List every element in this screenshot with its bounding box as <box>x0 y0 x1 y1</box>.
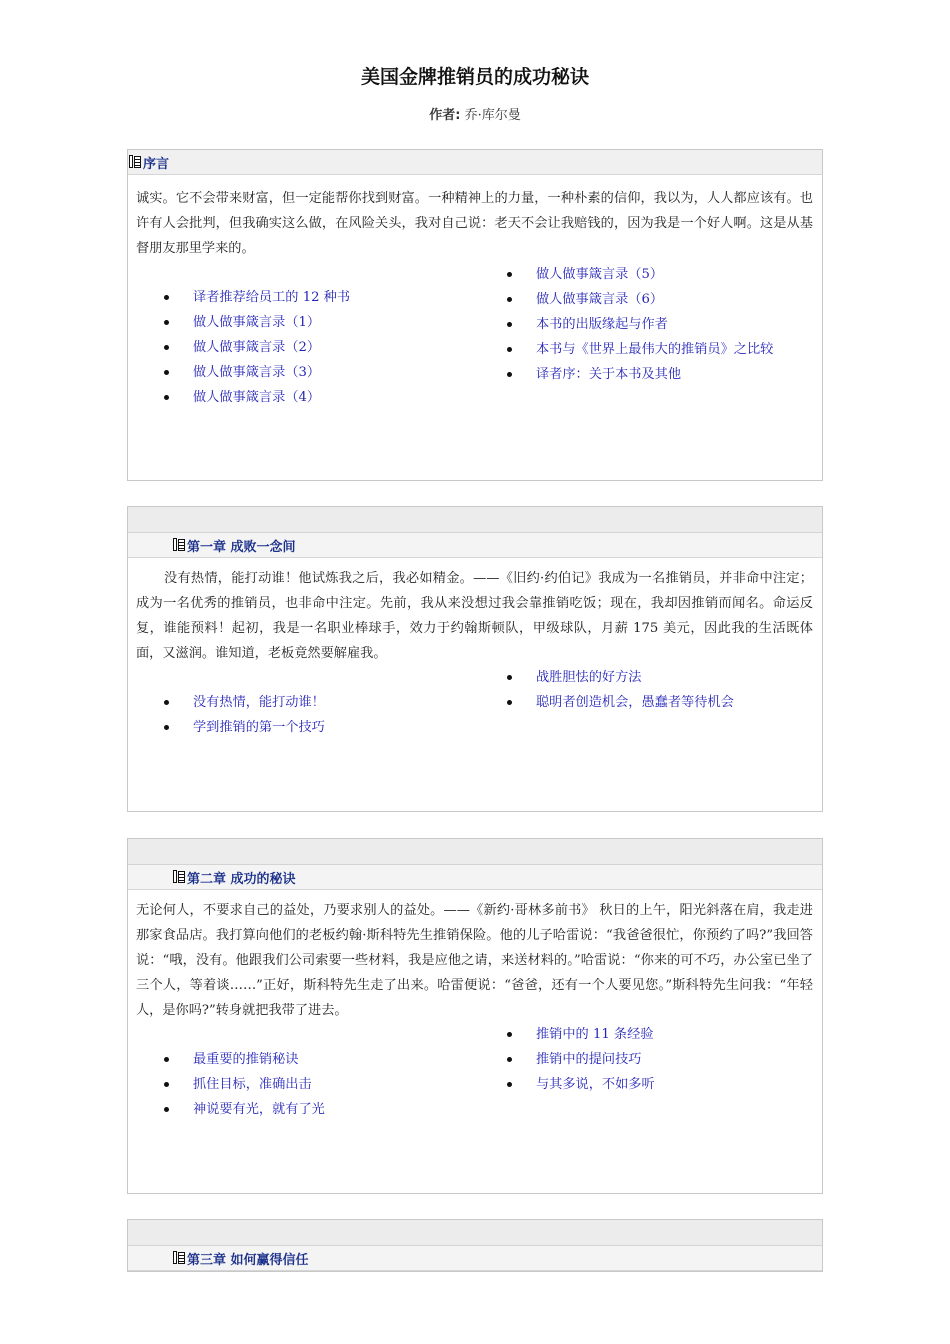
link-list-right <box>536 1022 655 1097</box>
book-icon <box>172 870 186 884</box>
chapter-link[interactable]: 没有热情，能打动谁！ <box>193 690 325 715</box>
section-text: 无论何人，不要求自己的益处，乃要求别人的益处。——《新约·哥林多前书》 秋日的上午，阳光斜落在肩，我走进那家食品店。我打算向他们的老板约翰·斯科特先生推销保险。他的儿子哈雷说：“我爸爸很忙，你预约了吗?”我回答说：“哦，没有。他跟我们公司索要一些材料，我是应他之请，来送材料的。”哈雷说：“你来的可不巧，办公室已坐了三个人，等着谈……”正好，斯科特先生走了出来。哈雷便说：“爸爸，还有一个人要见您。”斯科特先生问我：“年轻人，是你吗?”转身就把我带了进去。 <box>136 903 813 1018</box>
link-list-right <box>536 665 734 715</box>
author-line <box>0 104 950 123</box>
chapter-link[interactable]: 与其多说，不如多听 <box>536 1072 655 1097</box>
author-label: 作者: <box>429 108 461 123</box>
section-heading <box>128 533 822 558</box>
section-heading <box>128 1246 822 1271</box>
book-icon <box>172 538 186 552</box>
author-name: 乔·库尔曼 <box>464 108 521 123</box>
chapter-link[interactable]: 推销中的提问技巧 <box>536 1047 655 1072</box>
section-chapter-1 <box>127 506 823 812</box>
chapter-link[interactable]: 做人做事箴言录（4） <box>193 385 350 410</box>
link-list-left <box>193 1047 325 1122</box>
chapter-link[interactable]: 做人做事箴言录（5） <box>536 262 773 287</box>
chapter-link[interactable]: 译者推荐给员工的 12 种书 <box>193 285 350 310</box>
chapter-link[interactable]: 战胜胆怯的好方法 <box>536 665 734 690</box>
section-chapter-3 <box>127 1219 823 1272</box>
section-header-bar <box>128 839 822 865</box>
chapter-link[interactable]: 最重要的推销秘诀 <box>193 1047 325 1072</box>
section-text: 诚实。它不会带来财富，但一定能帮你找到财富。一种精神上的力量，一种朴素的信仰，我以为，人人都应该有。也许有人会批判，但我确实这么做，在风险关头，我对自己说：老天不会让我赔钱的，因为我是一个好人啊。这是从基督朋友那里学来的。 <box>136 191 813 256</box>
document-title: 美国金牌推销员的成功秘诀 <box>360 66 589 88</box>
chapter-link[interactable]: 学到推销的第一个技巧 <box>193 715 325 740</box>
chapter-link[interactable]: 本书的出版缘起与作者 <box>536 312 773 337</box>
section-title[interactable]: 第二章 成功的秘诀 <box>187 871 296 887</box>
section-chapter-2 <box>127 838 823 1194</box>
chapter-link[interactable]: 抓住目标，准确出击 <box>193 1072 325 1097</box>
chapter-link[interactable]: 本书与《世界上最伟大的推销员》之比较 <box>536 337 773 362</box>
chapter-link[interactable]: 神说要有光，就有了光 <box>193 1097 325 1122</box>
link-list-left <box>193 285 350 410</box>
chapter-link[interactable]: 做人做事箴言录（3） <box>193 360 350 385</box>
section-heading <box>128 150 822 175</box>
chapter-link[interactable]: 译者序：关于本书及其他 <box>536 362 773 387</box>
chapter-link[interactable]: 做人做事箴言录（1） <box>193 310 350 335</box>
section-header-bar <box>128 1220 822 1246</box>
chapter-link[interactable]: 推销中的 11 条经验 <box>536 1022 655 1047</box>
section-preface <box>127 149 823 481</box>
section-title[interactable]: 序言 <box>143 156 170 172</box>
link-list-left <box>193 690 325 740</box>
section-title[interactable]: 第三章 如何赢得信任 <box>187 1252 309 1268</box>
chapter-link[interactable]: 聪明者创造机会，愚蠢者等待机会 <box>536 690 734 715</box>
section-text: 没有热情，能打动谁！他试炼我之后，我必如精金。——《旧约·约伯记》我成为一名推销员，并非命中注定；成为一名优秀的推销员，也非命中注定。先前，我从来没想过我会靠推销吃饭；现在，我却因推销而闻名。命运反复，谁能预料！起初，我是一名职业棒球手，效力于约翰斯顿队，甲级球队，月薪 175 美元，因此我的生活既体面，又滋润。谁知道，老板竟然要解雇我。 <box>136 571 813 661</box>
section-header-bar <box>128 507 822 533</box>
chapter-link[interactable]: 做人做事箴言录（2） <box>193 335 350 360</box>
section-title[interactable]: 第一章 成败一念间 <box>187 539 296 555</box>
chapter-link[interactable]: 做人做事箴言录（6） <box>536 287 773 312</box>
section-heading <box>128 865 822 890</box>
book-icon <box>172 1251 186 1265</box>
link-list-right <box>536 262 773 387</box>
book-icon <box>128 155 142 169</box>
